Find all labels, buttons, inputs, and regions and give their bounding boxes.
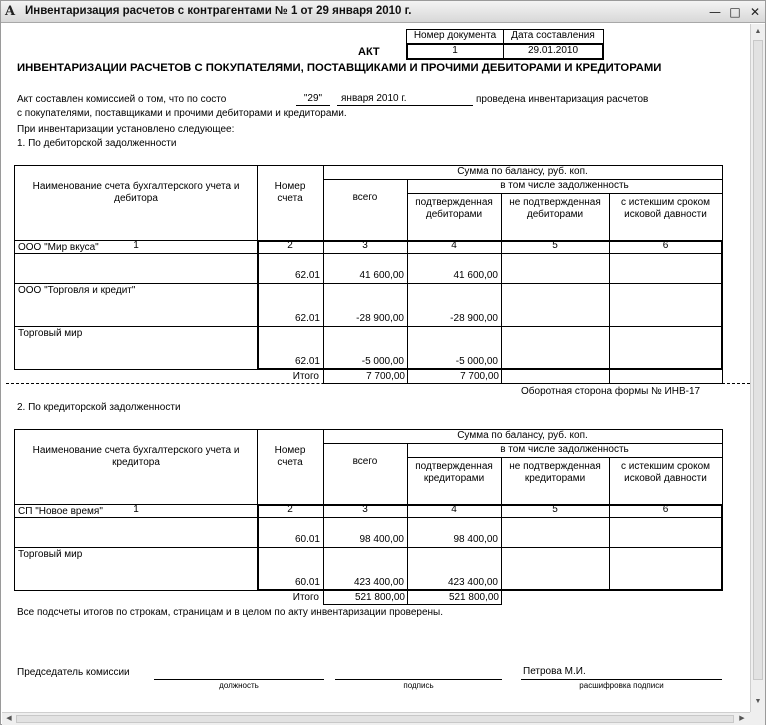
row-divider <box>258 283 722 284</box>
credit-total-label: Итого <box>292 592 319 603</box>
row-divider <box>258 547 722 548</box>
scroll-left-icon[interactable]: ◀ <box>6 715 12 722</box>
title-bar[interactable] <box>1 1 765 23</box>
scroll-corner <box>750 712 765 725</box>
credit-col-unconfirmed: не подтвержденная кредиторами <box>501 457 610 505</box>
table-border <box>323 241 324 370</box>
minimize-icon[interactable]: — <box>709 5 721 19</box>
credit-total-sum: 521 800,00 <box>323 591 408 605</box>
intro-month-year: января 2010 г. <box>337 93 473 106</box>
document-area <box>2 24 750 712</box>
debit-colnum-6: 6 <box>609 240 723 254</box>
credit-total-confirmed: 521 800,00 <box>407 591 502 605</box>
debit-total-confirmed: 7 700,00 <box>407 370 502 384</box>
doc-number: 1 <box>452 45 458 56</box>
credit-row-account: 60.01 <box>294 534 320 545</box>
sign-line <box>335 679 502 680</box>
vertical-scrollbar[interactable] <box>750 24 765 712</box>
debit-total-label: Итого <box>292 371 319 382</box>
decode-caption: расшифровка подписи <box>579 681 664 690</box>
credit-colnum-5: 5 <box>501 504 610 518</box>
debit-row-name: ООО "Мир вкуса" <box>14 240 258 284</box>
credit-row-account: 60.01 <box>294 577 320 588</box>
debit-colnum-5: 5 <box>501 240 610 254</box>
act-title: ИНВЕНТАРИЗАЦИИ РАСЧЕТОВ С ПОКУПАТЕЛЯМИ, ПОСТАВЩИКАМИ И ПРОЧИМИ ДЕБИТОРАМИ И КРЕДИТОРАМИ <box>17 62 662 74</box>
credit-col-account: Номер счета <box>257 429 324 505</box>
doc-date: 29.01.2010 <box>527 45 579 56</box>
intro-day: "29" <box>296 93 330 106</box>
credit-colnum-2: 2 <box>257 504 324 518</box>
section1-title: 1. По дебиторской задолженности <box>17 138 177 149</box>
debit-col-confirmed: подтвержденная дебиторами <box>407 193 502 241</box>
credit-row-total: 98 400,00 <box>359 534 404 545</box>
doc-number-label: Номер документа <box>406 29 504 44</box>
intro-line2: с покупателями, поставщиками и прочими дебиторами и кредиторами. <box>17 108 347 119</box>
window-title: Инвентаризация расчетов с контрагентами № 1 от 29 января 2010 г. <box>25 5 412 17</box>
credit-col-incl: в том числе задолженность <box>407 443 723 458</box>
credit-col-total: всего <box>323 443 408 505</box>
table-border <box>407 241 408 370</box>
document-icon: A <box>5 4 16 19</box>
credit-col-sum-group: Сумма по балансу, руб. коп. <box>323 429 723 444</box>
debit-col-sum-group: Сумма по балансу, руб. коп. <box>323 165 723 180</box>
debit-col-incl: в том числе задолженность <box>407 179 723 194</box>
credit-col-expired: с истекшим сроком исковой давности <box>609 457 723 505</box>
debit-total-expired <box>609 370 723 384</box>
credit-colnum-6: 6 <box>609 504 723 518</box>
debit-col-expired: с истекшим сроком исковой давности <box>609 193 723 241</box>
credit-row-name: СП "Новое время" <box>14 504 258 548</box>
chairman-label: Председатель комиссии <box>17 667 130 678</box>
debit-row-total: 41 600,00 <box>359 270 404 281</box>
check-note: Все подсчеты итогов по строкам, страницам и в целом по акту инвентаризации проверены. <box>17 607 444 618</box>
debit-col-name: Наименование счета бухгалтерского учета и дебитора <box>14 165 258 241</box>
credit-colnum-1: 1 <box>14 504 258 518</box>
position-line <box>154 679 324 680</box>
maximize-icon[interactable]: □ <box>729 5 741 19</box>
table-border <box>609 241 610 370</box>
credit-colnum-4: 4 <box>407 504 502 518</box>
table-border <box>609 505 610 591</box>
credit-colnum-3: 3 <box>323 504 408 518</box>
scroll-up-icon[interactable]: ▲ <box>754 28 762 35</box>
table-border <box>501 505 502 591</box>
close-icon[interactable]: ✕ <box>749 5 761 19</box>
debit-total-sum: 7 700,00 <box>323 370 408 384</box>
debit-col-account: Номер счета <box>257 165 324 241</box>
debit-row-confirmed: 41 600,00 <box>453 270 498 281</box>
credit-col-confirmed: подтвержденная кредиторами <box>407 457 502 505</box>
debit-colnum-3: 3 <box>323 240 408 254</box>
credit-row-confirmed: 423 400,00 <box>447 577 498 588</box>
debit-row-name: Торговый мир <box>14 326 258 370</box>
debit-row-confirmed: -28 900,00 <box>450 313 498 324</box>
debit-row-confirmed: -5 000,00 <box>455 356 498 367</box>
row-divider <box>258 326 722 327</box>
table-border <box>501 241 502 370</box>
debit-row-account: 62.01 <box>294 313 320 324</box>
debit-col-total: всего <box>323 179 408 241</box>
intro-line3: При инвентаризации установлено следующее: <box>17 124 235 135</box>
decode-line <box>521 679 722 680</box>
debit-total-unconfirmed <box>501 370 610 384</box>
doc-date-label: Дата составления <box>503 29 604 44</box>
debit-data-box <box>257 240 723 370</box>
debit-row-account: 62.01 <box>294 356 320 367</box>
credit-row-name: Торговый мир <box>14 547 258 591</box>
intro-line1-start: Акт составлен комиссией о том, что по состо <box>17 94 227 105</box>
act-label: АКТ <box>358 46 380 58</box>
chairman-name: Петрова М.И. <box>523 666 586 677</box>
debit-colnum-2: 2 <box>257 240 324 254</box>
position-caption: должность <box>219 681 259 690</box>
horizontal-scroll-thumb[interactable] <box>16 715 734 723</box>
vertical-scroll-thumb[interactable] <box>753 40 763 680</box>
reverse-side-caption: Оборотная сторона формы № ИНВ-17 <box>521 386 701 397</box>
debit-row-total: -28 900,00 <box>356 313 404 324</box>
scroll-right-icon[interactable]: ▶ <box>739 715 745 722</box>
credit-col-name: Наименование счета бухгалтерского учета и кредитора <box>14 429 258 505</box>
section2-title: 2. По кредиторской задолженности <box>17 402 181 413</box>
page-break-line <box>6 383 750 384</box>
debit-row-account: 62.01 <box>294 270 320 281</box>
debit-row-name: ООО "Торговля и кредит" <box>14 283 258 327</box>
debit-col-unconfirmed: не подтвержденная дебиторами <box>501 193 610 241</box>
debit-colnum-4: 4 <box>407 240 502 254</box>
debit-row-total: -5 000,00 <box>361 356 404 367</box>
credit-row-total: 423 400,00 <box>353 577 404 588</box>
debit-colnum-1: 1 <box>14 240 258 254</box>
scroll-down-icon[interactable]: ▼ <box>754 698 762 705</box>
horizontal-scrollbar[interactable] <box>2 712 750 725</box>
sign-caption: подпись <box>403 681 434 690</box>
intro-line1-end: проведена инвентаризация расчетов <box>476 94 649 105</box>
credit-row-confirmed: 98 400,00 <box>453 534 498 545</box>
